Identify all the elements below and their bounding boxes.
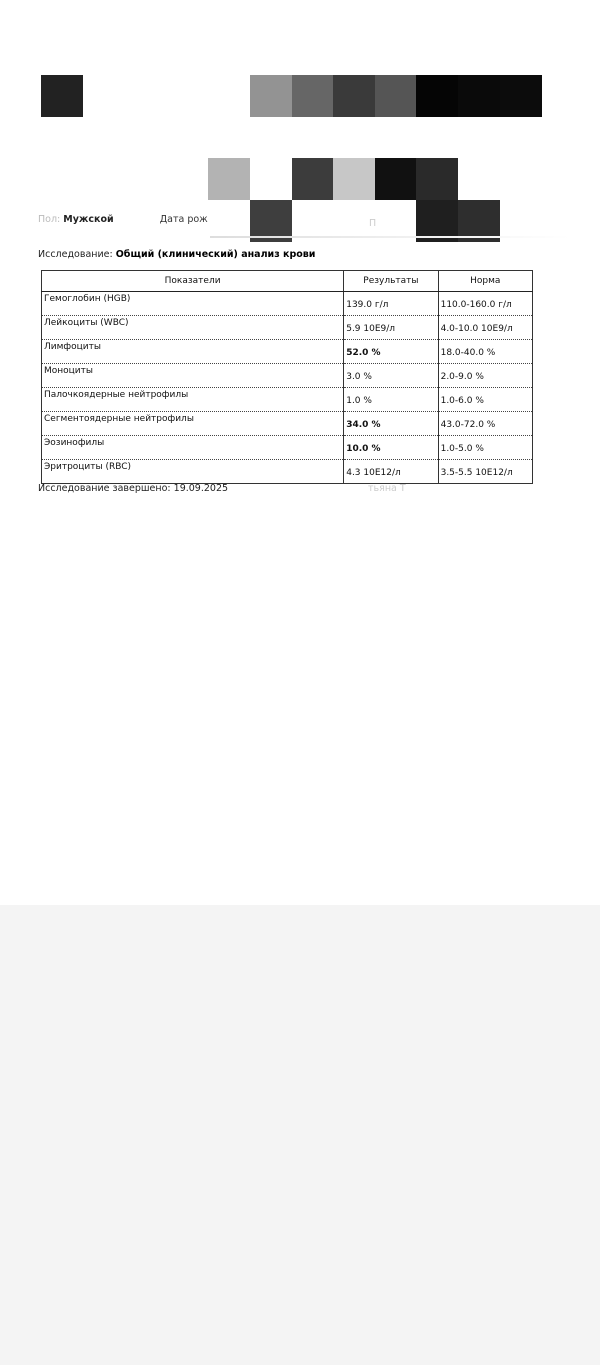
row-result-flagged: 34.0 %	[344, 412, 438, 436]
study-label: Исследование:	[38, 249, 113, 260]
birth-date-label: Дата рож	[159, 214, 208, 225]
header-indicator: Показатели	[42, 271, 344, 292]
row-name: Лимфоциты	[42, 340, 344, 364]
row-name: Эозинофилы	[42, 436, 344, 460]
patient-meta-row	[38, 214, 208, 225]
sex-value: Мужской	[63, 214, 114, 225]
other-label: П	[369, 218, 377, 229]
row-norm: 1.0-5.0 %	[438, 436, 532, 460]
sex-label: Пол:	[38, 214, 61, 225]
redacted-logo-block	[41, 75, 83, 117]
results-table	[41, 270, 533, 484]
table-row	[42, 436, 533, 460]
row-name: Эритроциты (RBC)	[42, 460, 344, 484]
table-row	[42, 292, 533, 316]
row-result-flagged: 52.0 %	[344, 340, 438, 364]
doctor-signature-partial: тьяна Т	[368, 483, 406, 494]
row-norm: 4.0-10.0 10E9/л	[438, 316, 532, 340]
row-norm: 18.0-40.0 %	[438, 340, 532, 364]
row-result-flagged: 10.0 %	[344, 436, 438, 460]
row-name: Палочкоядерные нейтрофилы	[42, 388, 344, 412]
study-title	[38, 249, 315, 260]
row-name: Гемоглобин (HGB)	[42, 292, 344, 316]
table-row	[42, 412, 533, 436]
table-row	[42, 460, 533, 484]
row-result: 4.3 10E12/л	[344, 460, 438, 484]
row-name: Лейкоциты (WBC)	[42, 316, 344, 340]
row-norm: 2.0-9.0 %	[438, 364, 532, 388]
row-norm: 43.0-72.0 %	[438, 412, 532, 436]
row-norm: 110.0-160.0 г/л	[438, 292, 532, 316]
header-divider	[210, 236, 570, 238]
table-row	[42, 388, 533, 412]
table-header-row	[42, 271, 533, 292]
row-norm: 1.0-6.0 %	[438, 388, 532, 412]
row-norm: 3.5-5.5 10E12/л	[438, 460, 532, 484]
row-result: 5.9 10E9/л	[344, 316, 438, 340]
table-row	[42, 340, 533, 364]
study-name: Общий (клинический) анализ крови	[115, 249, 316, 260]
table-row	[42, 364, 533, 388]
header-norm: Норма	[438, 271, 532, 292]
row-result: 3.0 %	[344, 364, 438, 388]
row-result: 1.0 %	[344, 388, 438, 412]
completion-date: Исследование завершено: 19.09.2025	[38, 483, 229, 494]
header-result: Результаты	[344, 271, 438, 292]
row-result: 139.0 г/л	[344, 292, 438, 316]
row-name: Моноциты	[42, 364, 344, 388]
table-row	[42, 316, 533, 340]
row-name: Сегментоядерные нейтрофилы	[42, 412, 344, 436]
